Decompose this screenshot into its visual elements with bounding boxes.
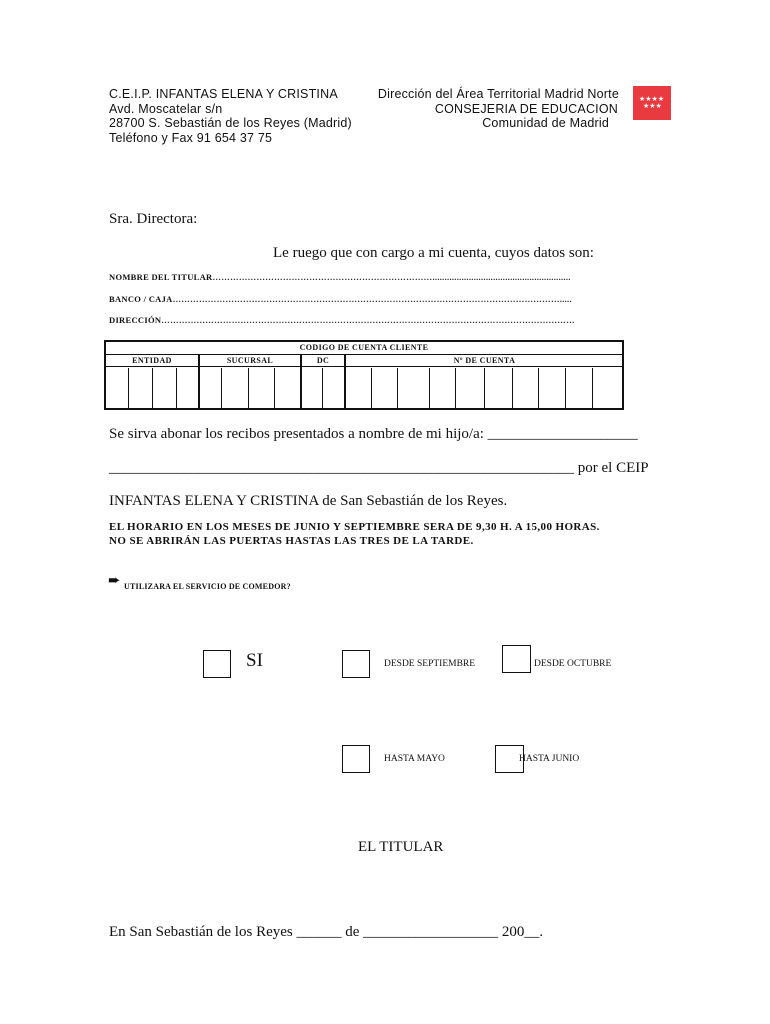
school-name: C.E.I.P. INFANTAS ELENA Y CRISTINA [109,87,338,101]
request-text: Le ruego que con cargo a mi cuenta, cuyos datos son: [273,245,594,261]
grid-title: CODIGO DE CUENTA CLIENTE [299,343,429,352]
grid-col-dc: DC [316,356,330,365]
si-label: SI [246,650,263,671]
grid-col-entity: ENTIDAD [132,356,172,365]
bank-field[interactable]: BANCO / CAJA……………………………………………………………………………………………………………………..... [109,294,572,304]
school-city: 28700 S. Sebastián de los Reyes (Madrid) [109,116,352,130]
salutation: Sra. Directora: [109,211,198,227]
schedule-notice-2: NO SE ABRIRÁN LAS PUERTAS HASTAS LAS TRES DE LA TARDE. [109,535,474,547]
school-reference: INFANTAS ELENA Y CRISTINA de San Sebastián de los Reyes. [109,493,508,509]
from-october-label: DESDE OCTUBRE [534,659,612,669]
admin-community: Comunidad de Madrid [482,116,609,130]
grid-col-account: Nº DE CUENTA [453,356,516,365]
admin-area: Dirección del Área Territorial Madrid Norte [377,87,619,101]
si-checkbox[interactable] [203,650,231,678]
schedule-notice-1: EL HORARIO EN LOS MESES DE JUNIO Y SEPTIEMBRE SERA DE 9,30 H. A 15,00 HORAS. [109,521,600,533]
signature-label: EL TITULAR [358,839,444,855]
admin-council: CONSEJERIA DE EDUCACION [434,101,618,116]
from-september-label: DESDE SEPTIEMBRE [384,659,476,669]
until-may-checkbox[interactable] [342,745,370,773]
arrow-icon: ➨ [108,573,121,589]
child-name-line[interactable]: Se sirva abonar los recibos presentados a nombre de mi hijo/a: ____________________ [109,426,638,442]
dining-question: UTILIZARA EL SERVICIO DE COMEDOR? [124,582,291,591]
comunidad-madrid-logo: ★★★★ ★★★ [633,86,671,120]
holder-name-field[interactable]: NOMBRE DEL TITULAR…………………………………………………………………......................................................... [109,272,571,282]
until-may-label: HASTA MAYO [384,754,445,764]
school-address: Avd. Moscatelar s/n [109,101,223,116]
place-date-line[interactable]: En San Sebastián de los Reyes ______ de __________________ 200__. [109,924,544,940]
school-phone: Teléfono y Fax 91 654 37 75 [109,130,273,145]
account-code-grid[interactable] [104,340,624,410]
grid-col-branch: SUCURSAL [226,356,274,365]
address-field[interactable]: DIRECCIÓN…………………………………………………………………………………………………………………………… [109,315,575,325]
from-september-checkbox[interactable] [342,650,370,678]
child-name-continuation[interactable]: ______________________________________________________________ por el CEIP [109,460,649,476]
from-october-checkbox[interactable] [502,645,531,673]
until-june-label: HASTA JUNIO [519,754,580,764]
